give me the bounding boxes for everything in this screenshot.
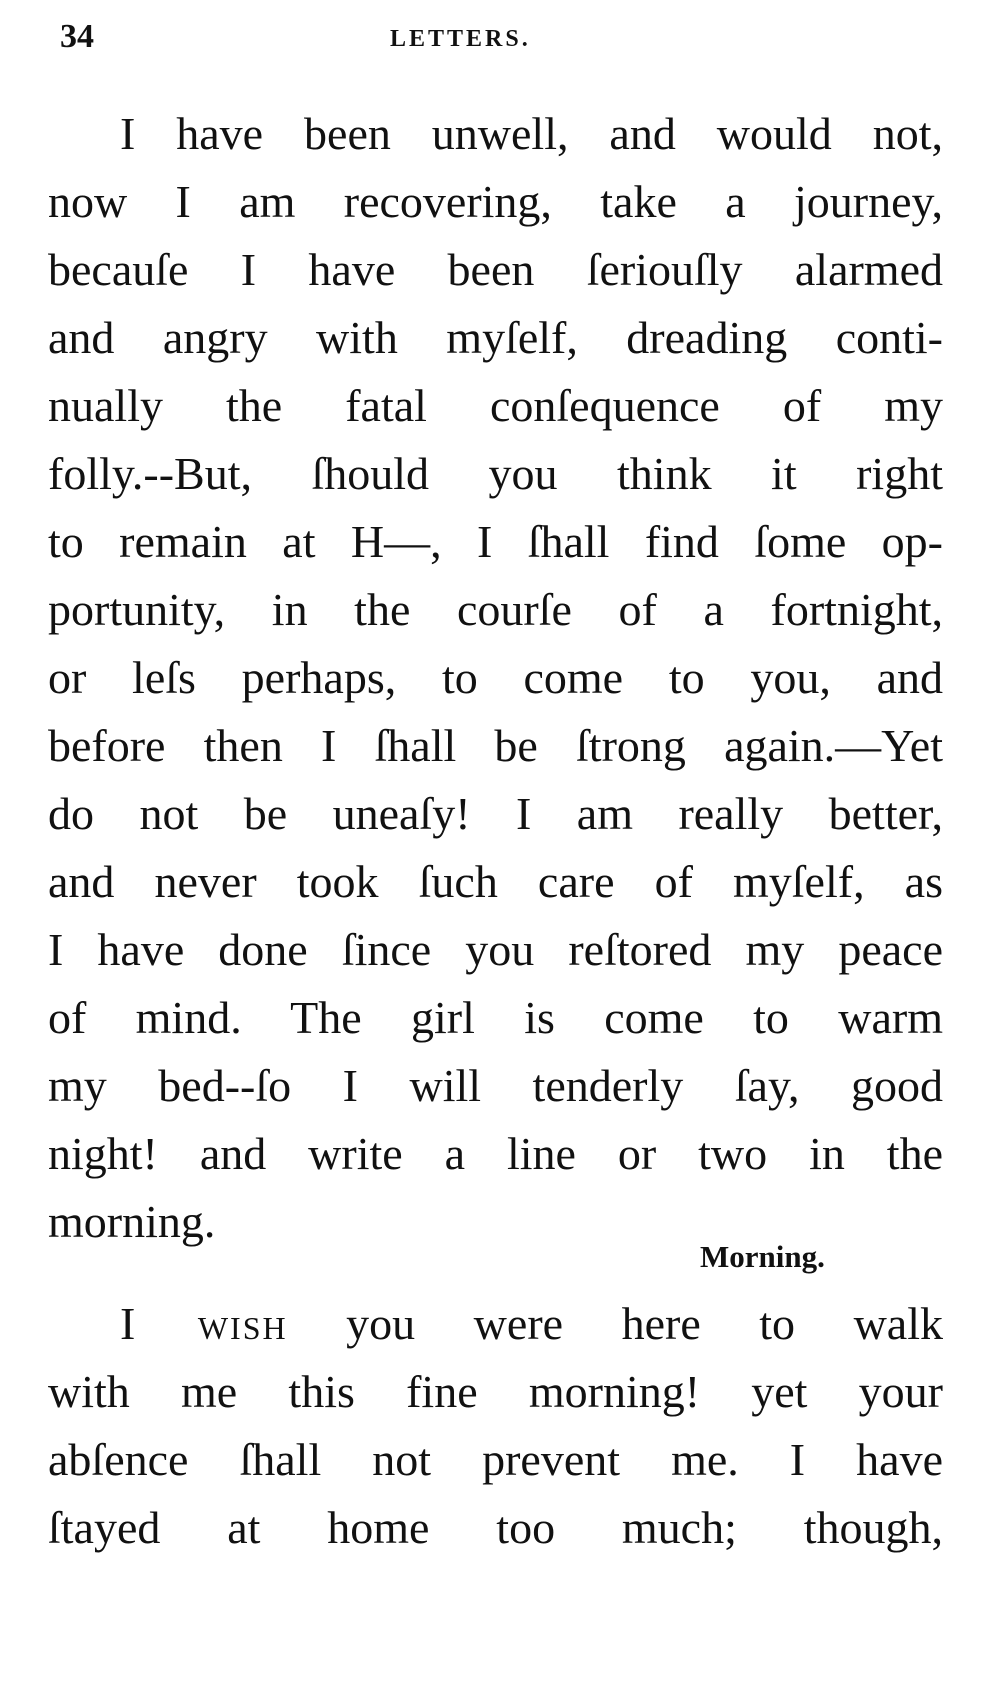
text-line: portunity, in the courſe of a fortnight, (48, 584, 943, 635)
text-line: ſtayed at home too much; though, (48, 1502, 943, 1553)
text-line-rest: you were here to walk (346, 1298, 943, 1349)
dateline: Morning. (700, 1239, 825, 1274)
opening-words: I wish (120, 1298, 288, 1349)
text-line: to remain at H—, I ſhall find ſome op- (48, 516, 943, 567)
paragraph-1 (48, 100, 943, 1256)
text-line: or leſs perhaps, to come to you, and (48, 652, 943, 703)
running-head: LETTERS. (390, 26, 531, 52)
text-line: do not be uneaſy! I am really better, (48, 788, 943, 839)
paragraph-2 (48, 1290, 943, 1562)
text-line: my bed--ſo I will tenderly ſay, good (48, 1060, 943, 1111)
text-line: folly.--But, ſhould you think it right (48, 448, 943, 499)
text-line: abſence ſhall not prevent me. I have (48, 1434, 943, 1485)
text-line (48, 1290, 943, 1358)
text-line: nually the fatal conſequence of my (48, 380, 943, 431)
text-line: night! and write a line or two in the (48, 1128, 943, 1179)
text-line: and never took ſuch care of myſelf, as (48, 856, 943, 907)
text-line: I have been unwell, and would not, (120, 108, 943, 159)
text-line: becauſe I have been ſeriouſly alarmed (48, 244, 943, 295)
text-line: with me this fine morning! yet your (48, 1366, 943, 1417)
text-line: and angry with myſelf, dreading conti- (48, 312, 943, 363)
text-line: before then I ſhall be ſtrong again.—Yet (48, 720, 943, 771)
page-header (60, 18, 900, 68)
text-line: of mind. The girl is come to warm (48, 992, 943, 1043)
text-line: morning. (48, 1196, 216, 1247)
text-line: I have done ſince you reſtored my peace (48, 924, 943, 975)
text-line: now I am recovering, take a journey, (48, 176, 943, 227)
page-number: 34 (60, 18, 94, 55)
